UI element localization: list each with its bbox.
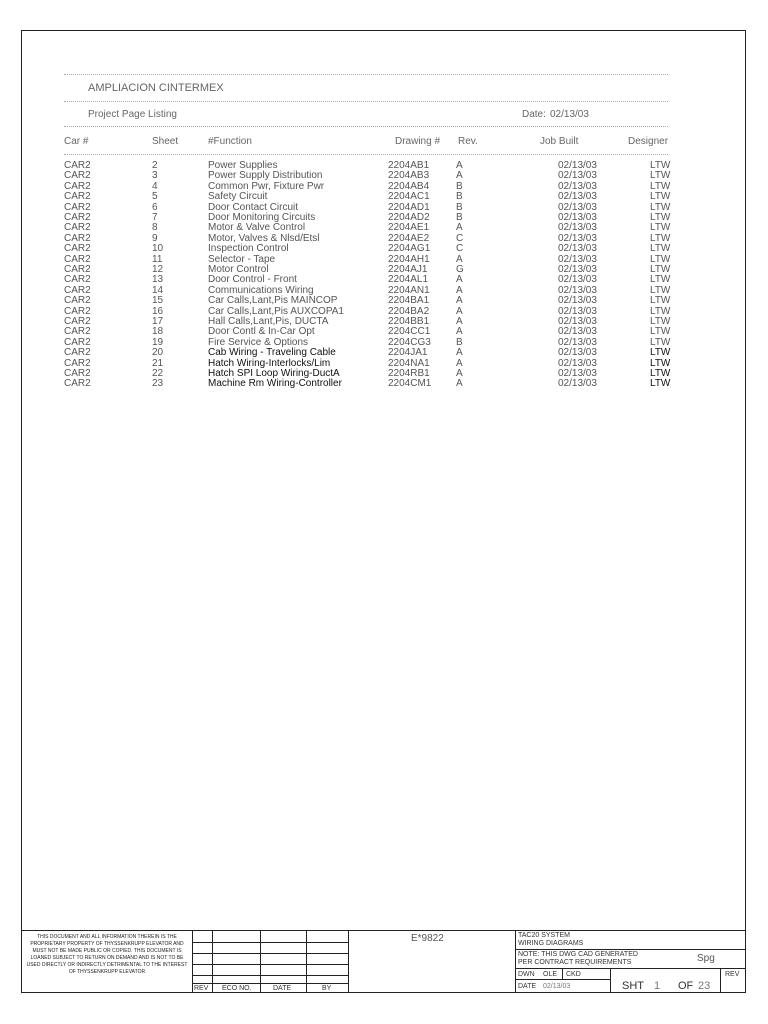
row-drawing: 2204AB4 [388,180,430,192]
sht-label: SHT [622,980,644,992]
row-date: 02/13/03 [558,368,597,379]
cad-note: NOTE: THIS DWG CAD GENERATED [518,951,638,958]
row-designer: LTW [650,378,671,390]
rev-grid-right [348,930,349,993]
row-car: CAR2 [64,347,91,359]
date-label: Date: [522,109,546,120]
row-date: 02/13/03 [558,336,597,348]
row-sheet: 5 [152,191,158,203]
row-drawing: 2204AG1 [388,243,431,255]
row-drawing: 2204RB1 [388,368,430,379]
date-row-value: 02/13/03 [543,983,571,990]
row-rev: B [456,201,463,213]
row-drawing: 2204AN1 [388,284,430,296]
row-designer: LTW [650,295,671,307]
row-sheet: 7 [152,212,158,223]
row-drawing: 2204AH1 [388,253,430,265]
header-rule-top [64,74,668,75]
row-function: Door Control - Front [208,274,297,286]
row-designer: LTW [650,180,671,192]
row-date: 02/13/03 [558,284,597,296]
row-function: Car Calls,Lant,Pis AUXCOPA1 [208,305,344,317]
row-car: CAR2 [64,326,91,338]
col-rev: Rev. [458,136,478,147]
row-function: Safety Circuit [208,191,268,203]
header-rule-bottom [64,126,668,127]
ckd-label: CKD [566,971,581,978]
row-designer: LTW [650,170,671,182]
row-drawing: 2204AJ1 [388,264,428,275]
row-function: Motor & Valve Control [208,222,306,234]
row-function: Motor, Valves & Nlsd/Etsl [208,232,320,244]
row-rev: B [456,212,463,223]
row-rev: A [456,253,463,265]
eco-col-label: ECO NO. [222,985,252,992]
row-date: 02/13/03 [558,326,597,338]
row-car: CAR2 [64,191,91,203]
row-drawing: 2204BA2 [388,305,430,317]
row-rev: A [456,284,463,296]
row-date: 02/13/03 [558,222,597,234]
row-drawing: 2204NA1 [388,357,430,369]
row-sheet: 17 [152,316,164,327]
row-car: CAR2 [64,284,91,296]
dwn-value: OLE [543,971,558,978]
row-drawing: 2204AB1 [388,160,430,171]
row-rev: B [456,180,463,192]
row-drawing: 2204JA1 [388,347,428,359]
row-function: Hatch SPI Loop Wiring-DuctA [208,368,340,379]
row-sheet: 16 [152,305,164,317]
row-designer: LTW [650,326,671,338]
row-sheet: 23 [152,378,164,390]
row-drawing: 2204CC1 [388,326,431,338]
row-rev: A [456,295,463,307]
row-date: 02/13/03 [558,160,597,171]
row-drawing: 2204BA1 [388,295,430,307]
col-job-built: Job Built [540,136,579,147]
row-function: Selector - Tape [208,253,276,265]
row-function: Common Pwr, Fixture Pwr [208,180,325,192]
right-block-row2 [515,968,746,969]
row-designer: LTW [650,222,671,234]
row-sheet: 11 [152,253,163,265]
project-title: AMPLIACION CINTERMEX [88,82,224,94]
row-car: CAR2 [64,264,91,275]
row-drawing: 2204CM1 [388,378,432,390]
row-designer: LTW [650,305,671,317]
row-function: Hatch Wiring-Interlocks/Lim [208,357,331,369]
row-sheet: 20 [152,347,164,359]
row-date: 02/13/03 [558,305,597,317]
row-designer: LTW [650,284,671,296]
of-value: 23 [698,980,711,992]
row-designer: LTW [650,160,671,171]
row-car: CAR2 [64,243,91,255]
row-date: 02/13/03 [558,212,597,223]
row-rev: A [456,357,463,369]
row-drawing: 2204CG3 [388,336,431,348]
row-car: CAR2 [64,378,91,390]
dwn-ckd-divider [562,968,563,979]
row-date: 02/13/03 [558,170,597,182]
row-date: 02/13/03 [558,378,597,390]
row-drawing: 2204AC1 [388,191,430,203]
row-function: Door Monitoring Circuits [208,212,316,223]
row-rev: A [456,305,463,317]
row-drawing: 2204AD1 [388,201,430,213]
row-sheet: 10 [152,243,164,255]
row-sheet: 22 [152,368,164,379]
columns-rule [64,154,668,155]
row-rev: A [456,222,463,234]
of-label: OF [678,980,694,992]
row-designer: LTW [650,191,671,203]
title-block-top-rule [21,930,746,931]
row-function: Door Contact Circuit [208,201,299,213]
row-date: 02/13/03 [558,357,597,369]
row-designer: LTW [650,316,671,327]
row-sheet: 2 [152,160,158,171]
row-function: Door Contl & In-Car Opt [208,326,315,338]
row-car: CAR2 [64,357,91,369]
row-car: CAR2 [64,274,91,286]
rev-grid-row5 [192,983,348,984]
row-drawing: 2204AE1 [388,222,430,234]
row-car: CAR2 [64,222,91,234]
listing-subtitle: Project Page Listing [88,109,177,120]
row-car: CAR2 [64,253,91,265]
date-row-rule [515,979,610,980]
row-designer: LTW [650,201,671,213]
rev-col-label: REV [194,985,209,992]
contract-note: PER CONTRACT REQUIREMENTS [518,959,632,966]
row-function: Cab Wiring - Traveling Cable [208,347,336,359]
row-designer: LTW [650,336,671,348]
date-value: 02/13/03 [550,109,589,120]
row-date: 02/13/03 [558,201,597,213]
row-car: CAR2 [64,295,91,307]
row-sheet: 18 [152,326,164,338]
rev-grid-row2 [192,953,348,954]
row-car: CAR2 [64,201,91,213]
row-function: Machine Rm Wiring-Controller [208,378,342,390]
row-car: CAR2 [64,368,91,379]
row-drawing: 2204AE2 [388,232,430,244]
row-function: Inspection Control [208,243,289,255]
row-rev: A [456,160,463,171]
row-sheet: 4 [152,180,158,192]
row-car: CAR2 [64,316,91,327]
row-sheet: 8 [152,222,158,234]
row-date: 02/13/03 [558,316,597,327]
row-drawing: 2204BB1 [388,316,430,327]
row-sheet: 13 [152,274,164,286]
row-rev: A [456,274,463,286]
row-date: 02/13/03 [558,347,597,359]
row-car: CAR2 [64,160,91,171]
row-sheet: 21 [152,357,164,369]
row-date: 02/13/03 [558,180,597,192]
row-function: Hall Calls,Lant,Pis, DUCTA [208,316,329,327]
sht-value: 1 [654,980,661,992]
row-designer: LTW [650,264,671,275]
date-row-label: DATE [518,983,537,990]
right-block-left [515,930,516,993]
row-drawing: 2204AD2 [388,212,430,223]
row-date: 02/13/03 [558,253,597,265]
rev-grid-row4 [192,975,348,976]
rev-corner-label: REV [725,971,740,978]
row-rev: C [456,232,464,244]
row-function: Power Supply Distribution [208,170,323,182]
row-rev: A [456,170,463,182]
row-drawing: 2204AL1 [388,274,429,286]
row-car: CAR2 [64,336,91,348]
header-rule-mid [64,101,668,102]
row-rev: A [456,368,463,379]
row-sheet: 14 [152,284,164,296]
row-date: 02/13/03 [558,264,597,275]
row-car: CAR2 [64,170,91,182]
row-rev: A [456,378,463,390]
row-function: Motor Control [208,264,269,275]
row-function: Car Calls,Lant,Pis MAINCOP [208,295,338,307]
dwn-label: DWN [518,971,535,978]
row-car: CAR2 [64,180,91,192]
rev-grid-row1 [192,942,348,943]
row-rev: A [456,316,463,327]
row-rev: C [456,243,464,255]
sheet-size: Spg [697,953,715,964]
row-date: 02/13/03 [558,243,597,255]
col-sheet: Sheet [152,136,179,147]
rev-corner-divider [720,968,721,993]
row-function: Fire Service & Options [208,336,309,348]
date-col-label: DATE [273,985,292,992]
row-designer: LTW [650,368,671,379]
row-drawing: 2204AB3 [388,170,430,182]
row-function: Communications Wiring [208,284,314,296]
row-sheet: 19 [152,336,164,348]
row-date: 02/13/03 [558,295,597,307]
row-date: 02/13/03 [558,232,597,244]
row-sheet: 12 [152,264,164,275]
row-car: CAR2 [64,305,91,317]
col-car: Car # [64,136,89,147]
row-rev: A [456,347,463,359]
row-date: 02/13/03 [558,191,597,203]
row-function: Power Supplies [208,160,278,171]
row-designer: LTW [650,232,671,244]
col-function: #Function [208,136,252,147]
row-designer: LTW [650,274,671,286]
col-drawing: Drawing # [395,136,441,147]
row-car: CAR2 [64,232,91,244]
rev-grid-row3 [192,964,348,965]
row-sheet: 15 [152,295,164,307]
row-rev: G [456,264,464,275]
diagram-type: WIRING DIAGRAMS [518,940,584,947]
row-sheet: 9 [152,232,158,244]
by-col-label: BY [322,985,332,992]
row-designer: LTW [650,253,671,265]
drawing-frame [21,30,746,993]
sht-divider [610,968,611,993]
system-name: TAC20 SYSTEM [518,932,570,939]
row-designer: LTW [650,357,671,369]
row-rev: B [456,191,463,203]
row-car: CAR2 [64,212,91,223]
row-rev: A [456,326,463,338]
row-sheet: 6 [152,201,158,213]
row-designer: LTW [650,212,671,223]
col-designer: Designer [628,136,669,147]
row-date: 02/13/03 [558,274,597,286]
row-designer: LTW [650,347,671,359]
row-rev: B [456,336,463,348]
row-designer: LTW [650,243,671,255]
proprietary-notice: THIS DOCUMENT AND ALL INFORMATION THEREIN IS THE PROPRIETARY PROPERTY OF THYSSENKRUPP ELEVATOR AND MUST NOT BE MADE PUBLIC OR COPIED. THIS DOCUMENT IS LOANED SUBJECT TO RETURN ON DEMAND AND IS NOT TO BE USED DIRECTLY OR INDIRECTLY DETRIMENTAL TO THE INTEREST OF THYSSENKRUPP ELEVATOR [26,934,188,975]
row-sheet: 3 [152,170,158,182]
job-number: E*9822 [411,933,444,944]
right-block-row1 [515,949,746,950]
